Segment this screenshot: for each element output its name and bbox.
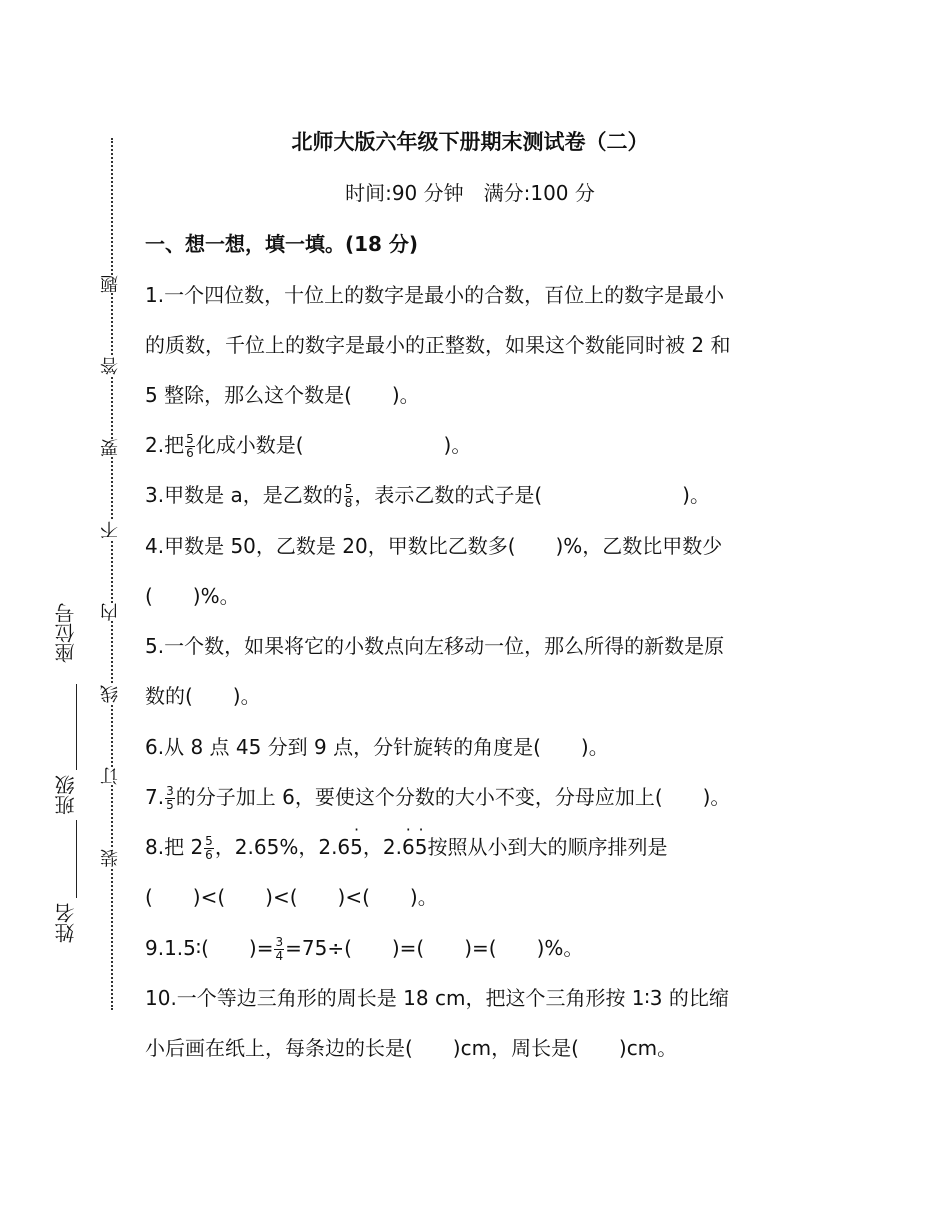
q9-fraction [274,936,284,963]
q3-post: ，表示乙数的式子是( )。 [354,483,710,507]
seal-char-da: 答 [98,357,124,375]
q5-line2: 数的( )。 [145,684,261,708]
q8-mid1: ，2.65%，2.6 [214,835,351,859]
q8-post: 按照从小到大的顺序排列是 [427,835,668,859]
q2-fraction [185,433,195,460]
q2-post: 化成小数是( )。 [195,433,472,457]
q9-denominator: 4 [275,949,284,963]
q8-line2: ( )<( )<( )<( )。 [145,885,438,909]
q2-numerator: 5 [186,432,194,446]
q4-line2: ( )%。 [145,584,240,608]
q9-post: =75÷( )=( )=( )%。 [285,936,584,960]
seal-char-xian: 线 [98,685,124,703]
q7-numerator: 3 [166,784,174,798]
q8-numerator: 5 [205,834,213,848]
class-label: 班级 [54,775,78,815]
seal-char-bu: 不 [98,521,124,539]
q7-denominator: 5 [166,798,174,812]
q7 [145,781,730,812]
q8-repeating-digit-3: · 5 [415,835,428,859]
q7-post: 的分子加上 6，要使这个分数的大小不变，分母应加上( )。 [175,785,731,809]
seat-label: 座位号 [54,603,78,663]
section-heading: 一、想一想，填一填。(18 分) [145,232,419,256]
seal-char-nei: 内 [98,603,124,621]
q3-numerator: 5 [344,482,353,496]
q8-fraction [204,835,214,862]
q9-numerator: 3 [275,935,284,949]
q5-line1: 5.一个数，如果将它的小数点向左移动一位，那么所得的新数是原 [145,634,725,658]
q1-line1: 1.一个四位数，十位上的数字是最小的合数，百位上的数字是最小 [145,283,725,307]
q6: 6.从 8 点 45 分到 9 点，分针旋转的角度是( )。 [145,735,609,759]
seal-char-yao: 要 [98,439,124,457]
q8-repeating-digit-2: · 6 [402,835,415,859]
q4-line1: 4.甲数是 50，乙数是 20，甲数比乙数多( )%，乙数比甲数少 [145,534,723,558]
q9-pre: 9.1.5∶( )= [145,936,274,960]
q3-denominator: 8 [344,496,353,510]
q3-fraction [344,483,354,510]
q2-pre: 2.把 [145,433,185,457]
q10-line1: 10.一个等边三角形的周长是 18 cm，把这个三角形按 1∶3 的比缩 [145,986,729,1010]
seal-char-ding: 订 [98,767,124,785]
q7-fraction [165,785,175,812]
q7-pre: 7. [145,785,165,809]
q8-line1 [145,831,667,862]
name-label: 姓名 [54,903,78,943]
seal-char-ti: 题 [98,275,124,293]
q8-mid2: ，2. [362,835,402,859]
q1-line2: 的质数，千位上的数字是最小的正整数，如果这个数能同时被 2 和 [145,333,731,357]
binding-dotted-line [111,138,113,1010]
q3 [145,479,710,510]
q2 [145,429,471,460]
exam-info: 时间:90 分钟 满分:100 分 [345,181,595,205]
class-field[interactable] [76,684,77,770]
page-title: 北师大版六年级下册期末测试卷（二） [291,130,649,154]
name-field[interactable] [76,820,77,898]
q10-line2: 小后画在纸上，每条边的长是( )cm，周长是( )cm。 [145,1036,678,1060]
q8-denominator: 6 [205,848,213,862]
q9 [145,932,583,963]
q1-line3: 5 整除，那么这个数是( )。 [145,383,420,407]
q8-pre: 8.把 2 [145,835,204,859]
q3-pre: 3.甲数是 a，是乙数的 [145,483,343,507]
q8-repeating-digit-1: · 5 [350,835,363,859]
seal-char-zhuang: 装 [98,849,124,867]
q2-denominator: 6 [186,446,194,460]
